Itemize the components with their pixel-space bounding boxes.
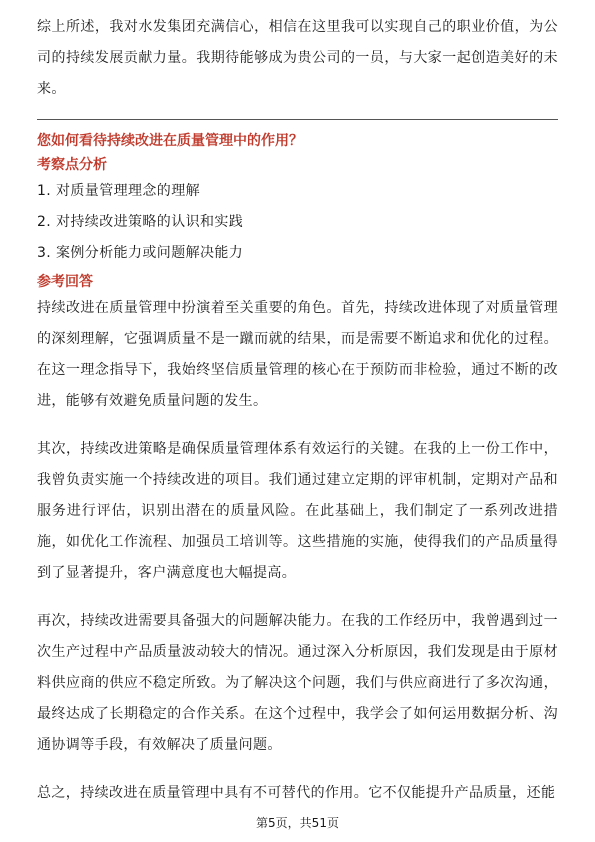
paragraph-gap bbox=[37, 417, 558, 434]
document-page bbox=[37, 12, 558, 809]
paragraph-gap bbox=[37, 589, 558, 606]
answer-paragraph: 其次，持续改进策略是确保质量管理体系有效运行的关键。在我的上一份工作中，我曾负责实施一个持续改进的项目。我们通过建立定期的评审机制，定期对产品和服务进行评估，识别出潜在的质量风险。在此基础上，我们制定了一系列改进措施，如优化工作流程、加强员工培训等。这些措施的实施，使得我们的产品质量得到了显著提升，客户满意度也大幅提高。 bbox=[37, 441, 558, 581]
answer-title: 参考回答 bbox=[37, 274, 93, 290]
page-number-footer: 第5页，共51页 bbox=[256, 816, 339, 830]
answer-paragraph: 持续改进在质量管理中扮演着至关重要的角色。首先，持续改进体现了对质量管理的深刻理解，它强调质量不是一蹴而就的结果，而是需要不断追求和优化的过程。在这一理念指导下，我始终坚信质量管理的核心在于预防而非检验，通过不断的改进，能够有效避免质量问题的发生。 bbox=[37, 300, 558, 409]
section-divider bbox=[37, 119, 558, 120]
answer-paragraph: 总之，持续改进在质量管理中具有不可替代的作用。它不仅能提升产品质量，还能 bbox=[37, 785, 556, 801]
analysis-point: 1. 对质量管理理念的理解 bbox=[37, 183, 201, 199]
analysis-points bbox=[37, 176, 558, 269]
intro-paragraph: 综上所述，我对水发集团充满信心，相信在这里我可以实现自己的职业价值，为公司的持续发展贡献力量。我期待能够成为贵公司的一员，与大家一起创造美好的未来。 bbox=[37, 19, 558, 97]
answer-paragraph: 再次，持续改进需要具备强大的问题解决能力。在我的工作经历中，我曾遇到过一次生产过程中产品质量波动较大的情况。通过深入分析原因，我们发现是由于原材料供应商的供应不稳定所致。为了解决这个问题，我们与供应商进行了多次沟通，最终达成了长期稳定的合作关系。在这个过程中，我学会了如何运用数据分析、沟通协调等手段，有效解决了质量问题。 bbox=[37, 613, 558, 753]
question-heading: 您如何看待持续改进在质量管理中的作用？ bbox=[37, 133, 303, 149]
analysis-point: 3. 案例分析能力或问题解决能力 bbox=[37, 245, 244, 261]
analysis-point: 2. 对持续改进策略的认识和实践 bbox=[37, 214, 244, 230]
paragraph-gap bbox=[37, 761, 558, 778]
analysis-title: 考察点分析 bbox=[37, 157, 107, 173]
